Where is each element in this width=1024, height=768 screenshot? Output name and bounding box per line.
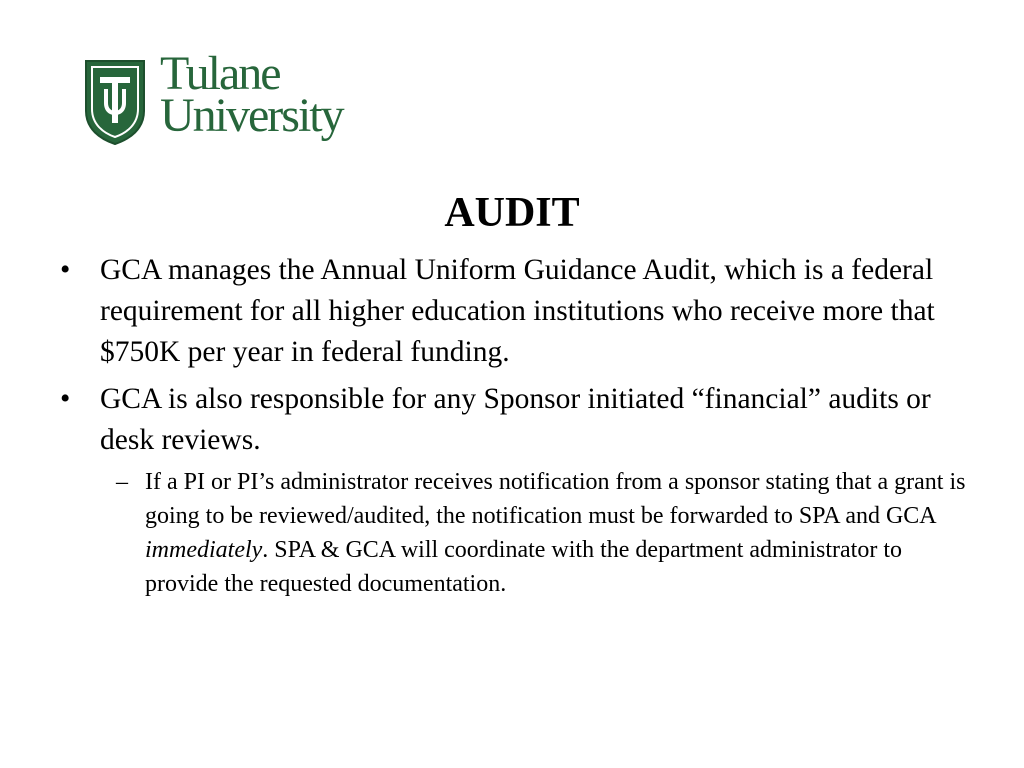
logo-line-2: University — [160, 89, 343, 142]
tulane-shield-icon — [84, 59, 146, 145]
bullet-item — [60, 379, 980, 601]
bullet-marker: • — [60, 254, 71, 286]
tulane-logo — [84, 47, 354, 157]
slide-title: AUDIT — [444, 190, 580, 236]
sub-bullet-item — [100, 465, 980, 601]
sub-bullet-list — [100, 465, 980, 601]
bullet-list — [60, 250, 980, 607]
logo-wordmark — [160, 47, 343, 142]
sub-bullet-text-before: If a PI or PI’s administrator receives notification from a sponsor stating that a grant is going to be reviewed/audited, the notification must be forwarded to SPA and GCA — [145, 469, 966, 529]
bullet-item — [60, 250, 980, 373]
bullet-text: GCA is also responsible for any Sponsor initiated “financial” audits or desk reviews. — [100, 383, 931, 456]
bullet-text: GCA manages the Annual Uniform Guidance Audit, which is a federal requirement for all higher education institutions who receive more that $750K per year in federal funding. — [100, 254, 935, 368]
bullet-marker: • — [60, 383, 71, 415]
sub-bullet-marker: – — [116, 469, 128, 495]
sub-bullet-emphasis: immediately — [145, 537, 263, 563]
sub-bullet-text-after: . SPA & GCA will coordinate with the department administrator to provide the requested documentation. — [145, 537, 903, 597]
logo-line-1: Tulane — [160, 47, 280, 100]
